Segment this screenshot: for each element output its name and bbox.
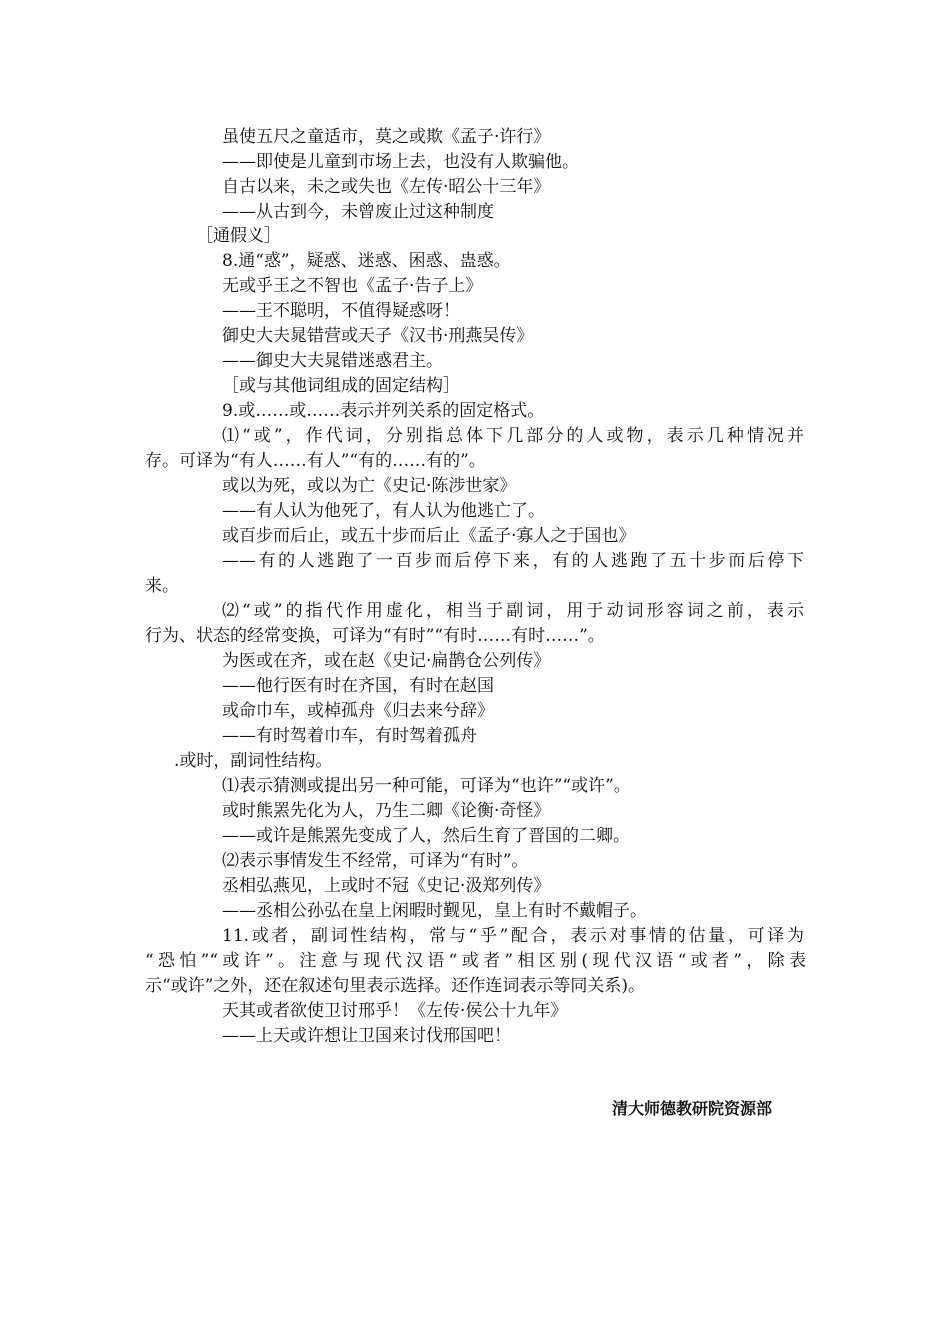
text-line: ——他行医有时在齐国，有时在赵国 xyxy=(222,676,494,696)
text-line: 9.或……或……表示并列关系的固定格式。 xyxy=(222,401,545,421)
text-line: ⑵“或”的指代作用虚化，相当于副词，用于动词形容词之前，表示 xyxy=(222,601,804,621)
text-line: ——御史大夫晁错迷惑君主。 xyxy=(222,351,443,371)
text-line: 自古以来，未之或失也《左传·昭公十三年》 xyxy=(222,177,551,197)
text-line: 8.通“惑”，疑惑、迷惑、困惑、蛊惑。 xyxy=(222,251,511,271)
text-line: ——有时驾着巾车，有时驾着孤舟 xyxy=(222,726,477,746)
text-line: 天其或者欲使卫讨邢乎！《左传·侯公十九年》 xyxy=(222,1001,568,1021)
text-line: ——即使是儿童到市场上去，也没有人欺骗他。 xyxy=(222,152,579,172)
text-line: ——有的人逃跑了一百步而后停下来，有的人逃跑了五十步而后停下 xyxy=(222,551,804,571)
text-line: .或时，副词性结构。 xyxy=(174,751,333,771)
text-line: ——有人认为他死了，有人认为他逃亡了。 xyxy=(222,501,545,521)
text-line: 丞相弘燕见，上或时不冠《史记·汲郑列传》 xyxy=(222,876,551,896)
text-line: 或百步而后止，或五十步而后止《孟子·寡人之于国也》 xyxy=(222,526,636,546)
text-line: ——王不聪明，不值得疑惑呀！ xyxy=(222,301,460,321)
text-line: 或命巾车，或棹孤舟《归去来兮辞》 xyxy=(222,701,494,721)
text-line: ——或许是熊罴先变成了人，然后生育了晋国的二卿。 xyxy=(222,826,630,846)
text-line: 为医或在齐，或在赵《史记·扁鹊仓公列传》 xyxy=(222,651,551,671)
text-line: ⑵表示事情发生不经常，可译为“有时”。 xyxy=(222,851,529,871)
text-line: 无或乎王之不智也《孟子·告子上》 xyxy=(222,276,483,296)
text-line: 存。可译为“有人……有人”“有的……有的”。 xyxy=(145,451,486,471)
text-line: 或时熊罴先化为人，乃生二卿《论衡·奇怪》 xyxy=(222,801,551,821)
text-line: ——上天或许想让卫国来讨伐邢国吧！ xyxy=(222,1026,511,1046)
text-line: 行为、状态的经常变换，可译为“有时”“有时……有时……”。 xyxy=(145,626,605,646)
text-line: ⑴“或”，作代词，分别指总体下几部分的人或物，表示几种情况并 xyxy=(222,426,804,446)
text-line: 虽使五尺之童适市，莫之或欺《孟子·许行》 xyxy=(222,127,551,147)
section-heading: ［或与其他词组成的固定结构］ xyxy=(222,376,460,396)
text-line: 11.或者，副词性结构，常与“乎”配合，表示对事情的估量，可译为 xyxy=(222,926,804,946)
text-line: ⑴表示猜测或提出另一种可能，可译为“也许”“或许”。 xyxy=(222,776,631,796)
text-line: 御史大夫晁错营或天子《汉书·刑燕吴传》 xyxy=(222,326,534,346)
footer-source: 清大师德教研院资源部 xyxy=(612,1099,773,1118)
section-heading: ［通假义］ xyxy=(196,226,281,246)
text-line: “恐怕”“或许”。注意与现代汉语“或者”相区别(现代汉语“或者”，除表 xyxy=(145,951,806,971)
text-line: ——丞相公孙弘在皇上闲暇时觐见，皇上有时不戴帽子。 xyxy=(222,901,647,921)
text-line: ——从古到今，未曾废止过这种制度 xyxy=(222,202,494,222)
text-line: 示“或许”之外，还在叙述句里表示选择。还作连词表示等同关系)。 xyxy=(145,976,646,996)
text-line: 来。 xyxy=(145,576,179,596)
text-line: 或以为死，或以为亡《史记·陈涉世家》 xyxy=(222,476,517,496)
